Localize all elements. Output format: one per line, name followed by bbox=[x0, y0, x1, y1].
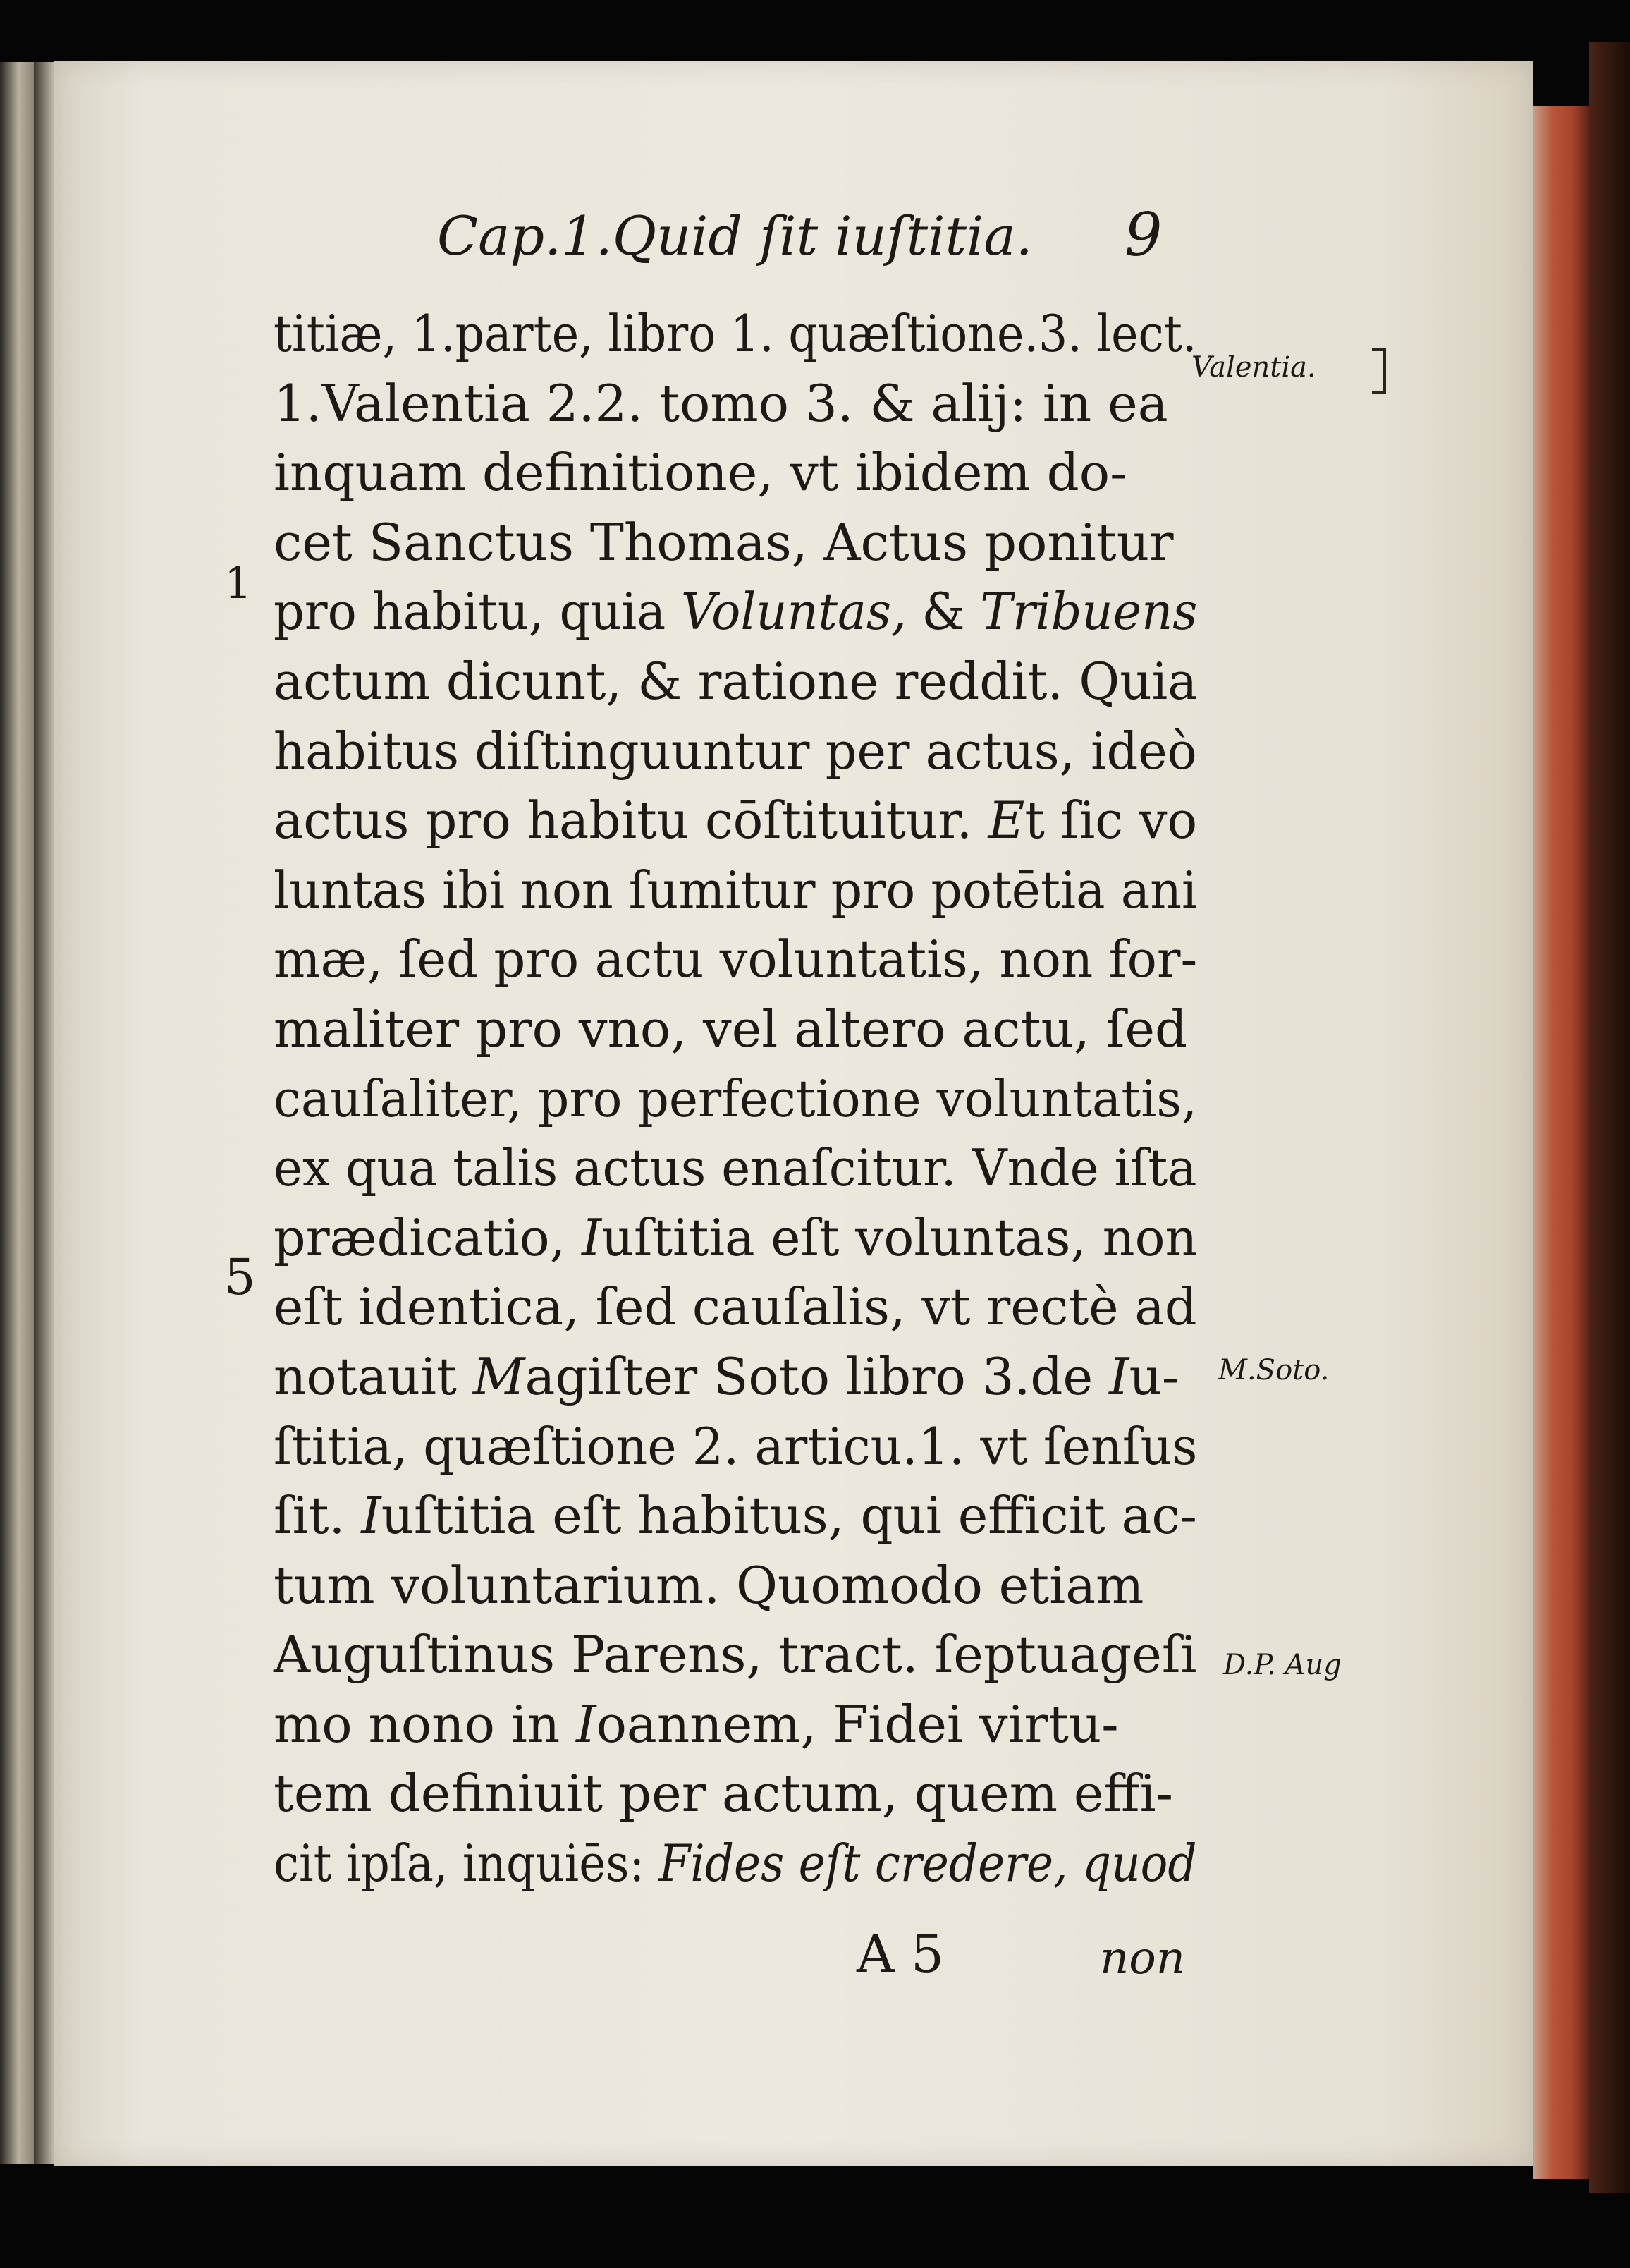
text-segment: inquam definitione, vt ibidem do- bbox=[274, 443, 1127, 503]
text-segment: prædicatio, bbox=[274, 1207, 582, 1267]
signature-mark: A 5 bbox=[857, 1924, 945, 1984]
text-segment: ſit. bbox=[274, 1486, 362, 1546]
text-line bbox=[274, 1203, 1198, 1273]
margin-note-valentia: Valentia. bbox=[1191, 351, 1316, 384]
text-segment: I bbox=[576, 1694, 596, 1754]
text-segment: & bbox=[906, 582, 981, 642]
text-line bbox=[274, 647, 1198, 717]
red-fore-edge bbox=[1533, 106, 1589, 2179]
text-segment: mæ, ſed pro actu voluntatis, non for- bbox=[274, 929, 1198, 989]
text-segment: cit ipſa, inquiēs: bbox=[274, 1834, 659, 1894]
text-line bbox=[274, 1551, 1197, 1621]
text-segment: mo nono in bbox=[274, 1694, 577, 1754]
text-segment: luntas ibi non ſumitur pro potētia ani bbox=[274, 860, 1198, 920]
text-segment: I bbox=[1109, 1346, 1129, 1406]
text-segment: Auguſtinus Parens, tract. ſeptuageſi bbox=[274, 1625, 1197, 1685]
text-segment: agiſter Soto libro 3.de bbox=[525, 1346, 1109, 1406]
text-segment: u- bbox=[1129, 1346, 1179, 1406]
text-segment: tum voluntarium. Quomodo etiam bbox=[274, 1555, 1144, 1615]
margin-note-augustine: D.P. Aug bbox=[1223, 1649, 1342, 1681]
margin-mark-5: 5 bbox=[224, 1248, 256, 1306]
left-facing-page-edge bbox=[0, 62, 34, 2164]
text-segment: eſt identica, ſed cauſalis, vt rectè ad bbox=[274, 1277, 1197, 1337]
text-line bbox=[274, 299, 1197, 369]
text-segment: cet Sanctus Thomas, Actus ponitur bbox=[274, 512, 1174, 572]
text-segment: titiæ, 1.parte, libro 1. quæſtione.3. lect. bbox=[274, 304, 1197, 363]
text-segment: cauſaliter, pro perfectione voluntatis, bbox=[274, 1068, 1198, 1128]
text-line bbox=[274, 1272, 1197, 1342]
body-text bbox=[274, 299, 1197, 1898]
margin-bracket bbox=[1372, 348, 1386, 394]
text-segment: M bbox=[472, 1346, 525, 1406]
text-segment: ex qua talis actus enaſcitur. Vnde iſta bbox=[274, 1138, 1197, 1198]
text-line bbox=[274, 994, 1197, 1064]
text-segment: ſtitia, quæſtione 2. articu.1. vt ſenſus bbox=[274, 1416, 1198, 1476]
text-line bbox=[274, 1133, 1197, 1203]
text-segment: I bbox=[361, 1486, 381, 1546]
text-segment: I bbox=[581, 1207, 602, 1267]
text-segment: pro habitu, quia bbox=[274, 582, 681, 642]
text-line bbox=[274, 1829, 1197, 1898]
text-segment: maliter pro vno, vel altero actu, ſed bbox=[274, 999, 1188, 1059]
margin-note-soto: M.Soto. bbox=[1218, 1354, 1330, 1386]
text-line bbox=[274, 1412, 1198, 1482]
margin-mark-1: 1 bbox=[224, 557, 252, 609]
text-segment: Tribuens bbox=[980, 582, 1198, 642]
text-line bbox=[274, 438, 1197, 508]
text-line bbox=[274, 1064, 1198, 1134]
text-segment: E bbox=[988, 791, 1025, 850]
text-segment: notauit bbox=[274, 1346, 473, 1406]
text-line bbox=[274, 717, 1197, 786]
text-segment: tem definiuit per actum, quem effi- bbox=[274, 1764, 1173, 1824]
text-line bbox=[274, 1690, 1197, 1760]
text-segment: 1.Valentia 2.2. tomo 3. & alij: in ea bbox=[274, 373, 1168, 433]
text-segment: habitus diſtinguuntur per actus, ideò bbox=[274, 721, 1197, 781]
page-number: 9 bbox=[1125, 200, 1163, 269]
text-line bbox=[274, 508, 1197, 578]
catchword: non bbox=[1100, 1932, 1185, 1984]
text-line bbox=[274, 1759, 1197, 1829]
text-line bbox=[274, 925, 1198, 994]
running-title: Cap.1.Quid ſit iuſtitia. bbox=[437, 205, 1033, 267]
book-gutter bbox=[34, 62, 55, 2164]
text-segment: oannem, Fidei virtu- bbox=[596, 1694, 1119, 1754]
text-segment: actum dicunt, & ratione reddit. Quia bbox=[274, 651, 1198, 711]
text-segment: Voluntas, bbox=[680, 582, 907, 642]
text-segment: uſtitia eſt habitus, qui efficit ac- bbox=[381, 1486, 1197, 1546]
text-segment: actus pro habitu cōſtituitur. bbox=[274, 791, 988, 850]
text-line bbox=[274, 1481, 1196, 1551]
text-line bbox=[274, 855, 1198, 925]
text-segment: uſtitia eſt voluntas, non bbox=[601, 1207, 1198, 1267]
text-segment: t ſic vo bbox=[1024, 791, 1198, 850]
text-line bbox=[274, 1342, 1197, 1412]
text-line bbox=[274, 1620, 1197, 1690]
text-segment: Fides eſt credere, quod bbox=[658, 1834, 1197, 1894]
text-line bbox=[274, 786, 1198, 855]
text-line bbox=[274, 577, 1198, 647]
book-cover-edge bbox=[1589, 42, 1630, 2193]
text-line bbox=[274, 369, 1197, 439]
